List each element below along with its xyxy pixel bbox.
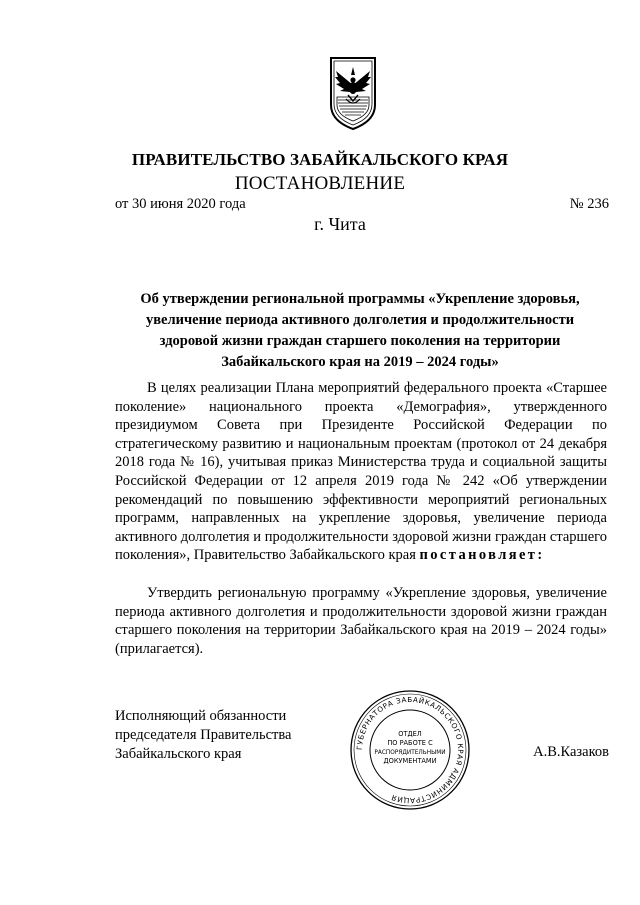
document-type: ПОСТАНОВЛЕНИЕ [234,173,406,194]
coat-of-arms-icon [328,55,378,131]
seal-center-line: ПО РАБОТЕ С [387,739,433,747]
resolution-paragraph: Утвердить региональную программу «Укрепление здоровья, увеличение периода активного долголетия и продолжительности здоровой жизни граждан старшего поколения на территории Забайкальского края на 2019 – 2024 годы» (прилагается). [115,585,607,657]
signatory-position [115,707,291,764]
government-title: ПРАВИТЕЛЬСТВО ЗАБАЙКАЛЬСКОГО КРАЯ [131,150,509,169]
decree-word: постановляет [419,547,538,564]
document-date: от 30 июня 2020 года [115,196,246,212]
signer-name: А.В.Казаков [533,744,609,760]
position-line: председателя Правительства [115,727,292,743]
subject-line: Об утверждении региональной программы «Укрепление здоровья, [140,291,580,307]
seal-center-line: РАСПОРЯДИТЕЛЬНЫМИ [374,750,446,756]
position-line: Забайкальского края [115,746,242,762]
preamble-text: В целях реализации Плана мероприятий федерального проекта «Старшее поколение» национального проекта «Демография», утвержденного президиумом Совета при Президенте Российской Федерации по стратегическому развитию и национальным проектам (протокол от 24 декабря 2018 года № 16), учитывая приказ Министерства труда и социальной защиты Российской Федерации от 12 апреля 2019 года № 242 «Об утверждении рекомендаций по повышению эффективности мероприятий региональных программ, направленных на укрепление здоровья, увеличение периода активного долголетия и продолжительности здоровой жизни граждан старшего поколения», Правительство Забайкальского края [115,380,607,564]
seal-center-line: ДОКУМЕНТАМИ [383,757,437,765]
document-number: № 236 [569,196,609,212]
seal-ring-text: ГУБЕРНАТОРА ЗАБАЙКАЛЬСКОГО КРАЯ АДМИНИСТРАЦИЯ [354,694,466,806]
position-line: Исполняющий обязанности [115,708,287,724]
subject-line: Забайкальского края на 2019 – 2024 годы» [221,354,499,370]
subject-line: здоровой жизни граждан старшего поколения на территории [159,333,561,349]
document-city: г. Чита [314,214,366,234]
seal-center-line: ОТДЕЛ [398,730,422,738]
official-seal-icon [348,688,472,812]
preamble-paragraph [115,379,607,565]
decree-colon: : [537,547,545,564]
document-subject [120,289,600,373]
subject-line: увеличение периода активного долголетия и продолжительности [145,312,575,328]
